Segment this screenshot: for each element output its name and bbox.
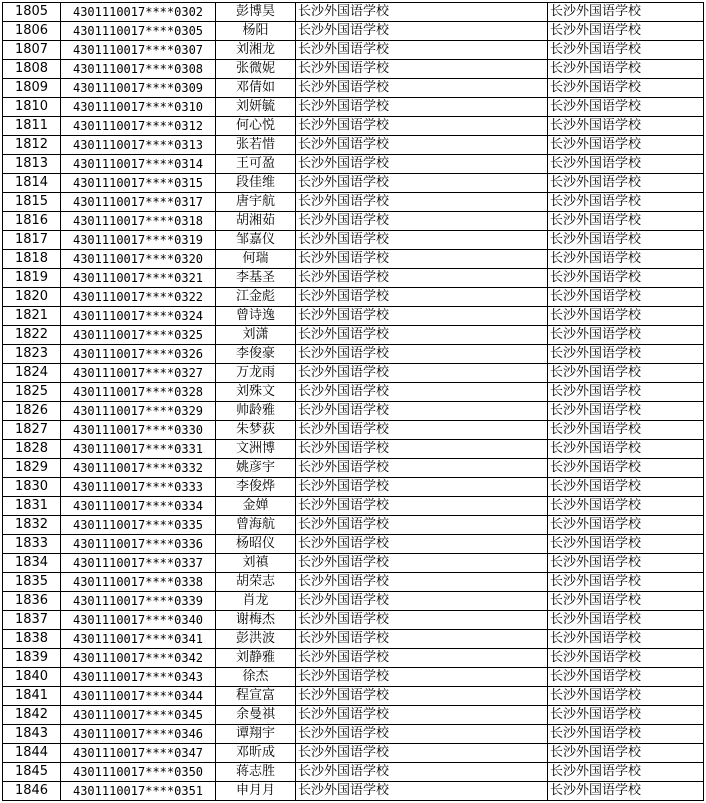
id-number-cell: 4301110017****0337 bbox=[61, 554, 216, 573]
school-cell: 长沙外国语学校 bbox=[296, 763, 548, 782]
table-row bbox=[3, 3, 704, 22]
table-row bbox=[3, 22, 704, 41]
school-cell: 长沙外国语学校 bbox=[296, 231, 548, 250]
row-number-cell: 1807 bbox=[3, 41, 61, 60]
school-cell: 长沙外国语学校 bbox=[296, 744, 548, 763]
admitted-school-cell: 长沙外国语学校 bbox=[548, 687, 704, 706]
admitted-school-cell: 长沙外国语学校 bbox=[548, 136, 704, 155]
school-cell: 长沙外国语学校 bbox=[296, 440, 548, 459]
id-number-cell: 4301110017****0305 bbox=[61, 22, 216, 41]
id-number-cell: 4301110017****0333 bbox=[61, 478, 216, 497]
school-cell: 长沙外国语学校 bbox=[296, 269, 548, 288]
school-cell: 长沙外国语学校 bbox=[296, 630, 548, 649]
table-row bbox=[3, 307, 704, 326]
student-name-cell: 蒋志胜 bbox=[216, 763, 296, 782]
table-row bbox=[3, 782, 704, 801]
student-name-cell: 李基圣 bbox=[216, 269, 296, 288]
admitted-school-cell: 长沙外国语学校 bbox=[548, 155, 704, 174]
row-number-cell: 1806 bbox=[3, 22, 61, 41]
student-name-cell: 申月月 bbox=[216, 782, 296, 801]
admitted-school-cell: 长沙外国语学校 bbox=[548, 79, 704, 98]
id-number-cell: 4301110017****0334 bbox=[61, 497, 216, 516]
admitted-school-cell: 长沙外国语学校 bbox=[548, 421, 704, 440]
id-number-cell: 4301110017****0339 bbox=[61, 592, 216, 611]
school-cell: 长沙外国语学校 bbox=[296, 41, 548, 60]
table-row bbox=[3, 288, 704, 307]
school-cell: 长沙外国语学校 bbox=[296, 155, 548, 174]
admitted-school-cell: 长沙外国语学校 bbox=[548, 212, 704, 231]
id-number-cell: 4301110017****0307 bbox=[61, 41, 216, 60]
school-cell: 长沙外国语学校 bbox=[296, 649, 548, 668]
student-name-cell: 朱梦荻 bbox=[216, 421, 296, 440]
school-cell: 长沙外国语学校 bbox=[296, 573, 548, 592]
id-number-cell: 4301110017****0302 bbox=[61, 3, 216, 22]
row-number-cell: 1810 bbox=[3, 98, 61, 117]
admitted-school-cell: 长沙外国语学校 bbox=[548, 288, 704, 307]
table-row bbox=[3, 611, 704, 630]
student-name-cell: 邹嘉仪 bbox=[216, 231, 296, 250]
admitted-school-cell: 长沙外国语学校 bbox=[548, 98, 704, 117]
id-number-cell: 4301110017****0310 bbox=[61, 98, 216, 117]
id-number-cell: 4301110017****0326 bbox=[61, 345, 216, 364]
student-name-cell: 王可盈 bbox=[216, 155, 296, 174]
admitted-school-cell: 长沙外国语学校 bbox=[548, 193, 704, 212]
school-cell: 长沙外国语学校 bbox=[296, 611, 548, 630]
id-number-cell: 4301110017****0314 bbox=[61, 155, 216, 174]
admitted-school-cell: 长沙外国语学校 bbox=[548, 60, 704, 79]
row-number-cell: 1846 bbox=[3, 782, 61, 801]
row-number-cell: 1811 bbox=[3, 117, 61, 136]
id-number-cell: 4301110017****0322 bbox=[61, 288, 216, 307]
id-number-cell: 4301110017****0338 bbox=[61, 573, 216, 592]
id-number-cell: 4301110017****0328 bbox=[61, 383, 216, 402]
table-row bbox=[3, 174, 704, 193]
row-number-cell: 1825 bbox=[3, 383, 61, 402]
table-row bbox=[3, 725, 704, 744]
id-number-cell: 4301110017****0317 bbox=[61, 193, 216, 212]
student-name-cell: 张微妮 bbox=[216, 60, 296, 79]
table-row bbox=[3, 516, 704, 535]
school-cell: 长沙外国语学校 bbox=[296, 345, 548, 364]
student-name-cell: 彭洪波 bbox=[216, 630, 296, 649]
row-number-cell: 1805 bbox=[3, 3, 61, 22]
row-number-cell: 1815 bbox=[3, 193, 61, 212]
school-cell: 长沙外国语学校 bbox=[296, 250, 548, 269]
student-name-cell: 何心悦 bbox=[216, 117, 296, 136]
admitted-school-cell: 长沙外国语学校 bbox=[548, 782, 704, 801]
student-name-cell: 肖龙 bbox=[216, 592, 296, 611]
school-cell: 长沙外国语学校 bbox=[296, 60, 548, 79]
admitted-school-cell: 长沙外国语学校 bbox=[548, 383, 704, 402]
admitted-school-cell: 长沙外国语学校 bbox=[548, 535, 704, 554]
student-name-cell: 余曼祺 bbox=[216, 706, 296, 725]
admitted-school-cell: 长沙外国语学校 bbox=[548, 250, 704, 269]
school-cell: 长沙外国语学校 bbox=[296, 79, 548, 98]
admitted-school-cell: 长沙外国语学校 bbox=[548, 326, 704, 345]
id-number-cell: 4301110017****0331 bbox=[61, 440, 216, 459]
admitted-school-cell: 长沙外国语学校 bbox=[548, 345, 704, 364]
student-name-cell: 程宣富 bbox=[216, 687, 296, 706]
student-name-cell: 姚彦宇 bbox=[216, 459, 296, 478]
student-name-cell: 彭博昊 bbox=[216, 3, 296, 22]
admitted-school-cell: 长沙外国语学校 bbox=[548, 231, 704, 250]
school-cell: 长沙外国语学校 bbox=[296, 402, 548, 421]
table-row bbox=[3, 421, 704, 440]
table-row bbox=[3, 478, 704, 497]
school-cell: 长沙外国语学校 bbox=[296, 554, 548, 573]
id-number-cell: 4301110017****0345 bbox=[61, 706, 216, 725]
student-name-cell: 江金彪 bbox=[216, 288, 296, 307]
table-row bbox=[3, 326, 704, 345]
admitted-school-cell: 长沙外国语学校 bbox=[548, 744, 704, 763]
school-cell: 长沙外国语学校 bbox=[296, 497, 548, 516]
school-cell: 长沙外国语学校 bbox=[296, 326, 548, 345]
id-number-cell: 4301110017****0344 bbox=[61, 687, 216, 706]
table-row bbox=[3, 193, 704, 212]
student-name-cell: 刘妍毓 bbox=[216, 98, 296, 117]
school-cell: 长沙外国语学校 bbox=[296, 687, 548, 706]
school-cell: 长沙外国语学校 bbox=[296, 22, 548, 41]
id-number-cell: 4301110017****0313 bbox=[61, 136, 216, 155]
table-row bbox=[3, 668, 704, 687]
student-name-cell: 万龙雨 bbox=[216, 364, 296, 383]
student-name-cell: 唐宇航 bbox=[216, 193, 296, 212]
id-number-cell: 4301110017****0351 bbox=[61, 782, 216, 801]
admitted-school-cell: 长沙外国语学校 bbox=[548, 763, 704, 782]
id-number-cell: 4301110017****0325 bbox=[61, 326, 216, 345]
student-name-cell: 刘静雅 bbox=[216, 649, 296, 668]
student-name-cell: 邓昕成 bbox=[216, 744, 296, 763]
row-number-cell: 1832 bbox=[3, 516, 61, 535]
id-number-cell: 4301110017****0319 bbox=[61, 231, 216, 250]
student-name-cell: 何瑞 bbox=[216, 250, 296, 269]
table-row bbox=[3, 60, 704, 79]
id-number-cell: 4301110017****0321 bbox=[61, 269, 216, 288]
student-name-cell: 张若惜 bbox=[216, 136, 296, 155]
row-number-cell: 1833 bbox=[3, 535, 61, 554]
student-name-cell: 徐杰 bbox=[216, 668, 296, 687]
school-cell: 长沙外国语学校 bbox=[296, 535, 548, 554]
school-cell: 长沙外国语学校 bbox=[296, 98, 548, 117]
student-table bbox=[2, 2, 704, 801]
row-number-cell: 1829 bbox=[3, 459, 61, 478]
row-number-cell: 1838 bbox=[3, 630, 61, 649]
admitted-school-cell: 长沙外国语学校 bbox=[548, 459, 704, 478]
id-number-cell: 4301110017****0330 bbox=[61, 421, 216, 440]
row-number-cell: 1818 bbox=[3, 250, 61, 269]
student-name-cell: 谢梅杰 bbox=[216, 611, 296, 630]
school-cell: 长沙外国语学校 bbox=[296, 307, 548, 326]
row-number-cell: 1836 bbox=[3, 592, 61, 611]
id-number-cell: 4301110017****0343 bbox=[61, 668, 216, 687]
school-cell: 长沙外国语学校 bbox=[296, 459, 548, 478]
row-number-cell: 1840 bbox=[3, 668, 61, 687]
student-name-cell: 段佳维 bbox=[216, 174, 296, 193]
school-cell: 长沙外国语学校 bbox=[296, 174, 548, 193]
admitted-school-cell: 长沙外国语学校 bbox=[548, 440, 704, 459]
school-cell: 长沙外国语学校 bbox=[296, 136, 548, 155]
table-row bbox=[3, 402, 704, 421]
student-name-cell: 曾诗逸 bbox=[216, 307, 296, 326]
table-row bbox=[3, 497, 704, 516]
student-name-cell: 刘潇 bbox=[216, 326, 296, 345]
id-number-cell: 4301110017****0315 bbox=[61, 174, 216, 193]
admitted-school-cell: 长沙外国语学校 bbox=[548, 592, 704, 611]
student-name-cell: 李俊烨 bbox=[216, 478, 296, 497]
table-row bbox=[3, 231, 704, 250]
student-name-cell: 杨昭仪 bbox=[216, 535, 296, 554]
admitted-school-cell: 长沙外国语学校 bbox=[548, 174, 704, 193]
row-number-cell: 1844 bbox=[3, 744, 61, 763]
admitted-school-cell: 长沙外国语学校 bbox=[548, 554, 704, 573]
table-row bbox=[3, 41, 704, 60]
id-number-cell: 4301110017****0308 bbox=[61, 60, 216, 79]
table-row bbox=[3, 155, 704, 174]
id-number-cell: 4301110017****0327 bbox=[61, 364, 216, 383]
row-number-cell: 1817 bbox=[3, 231, 61, 250]
school-cell: 长沙外国语学校 bbox=[296, 364, 548, 383]
row-number-cell: 1813 bbox=[3, 155, 61, 174]
admitted-school-cell: 长沙外国语学校 bbox=[548, 117, 704, 136]
student-name-cell: 文洲博 bbox=[216, 440, 296, 459]
table-row bbox=[3, 250, 704, 269]
table-row bbox=[3, 136, 704, 155]
school-cell: 长沙外国语学校 bbox=[296, 592, 548, 611]
id-number-cell: 4301110017****0341 bbox=[61, 630, 216, 649]
admitted-school-cell: 长沙外国语学校 bbox=[548, 41, 704, 60]
school-cell: 长沙外国语学校 bbox=[296, 383, 548, 402]
table-body bbox=[3, 3, 704, 801]
id-number-cell: 4301110017****0335 bbox=[61, 516, 216, 535]
row-number-cell: 1823 bbox=[3, 345, 61, 364]
table-row bbox=[3, 649, 704, 668]
table-row bbox=[3, 212, 704, 231]
admitted-school-cell: 长沙外国语学校 bbox=[548, 478, 704, 497]
table-row bbox=[3, 98, 704, 117]
row-number-cell: 1839 bbox=[3, 649, 61, 668]
id-number-cell: 4301110017****0347 bbox=[61, 744, 216, 763]
table-row bbox=[3, 117, 704, 136]
admitted-school-cell: 长沙外国语学校 bbox=[548, 402, 704, 421]
table-row bbox=[3, 744, 704, 763]
table-row bbox=[3, 440, 704, 459]
school-cell: 长沙外国语学校 bbox=[296, 193, 548, 212]
row-number-cell: 1835 bbox=[3, 573, 61, 592]
admitted-school-cell: 长沙外国语学校 bbox=[548, 668, 704, 687]
student-name-cell: 金婵 bbox=[216, 497, 296, 516]
id-number-cell: 4301110017****0318 bbox=[61, 212, 216, 231]
row-number-cell: 1843 bbox=[3, 725, 61, 744]
student-name-cell: 刘湘龙 bbox=[216, 41, 296, 60]
row-number-cell: 1819 bbox=[3, 269, 61, 288]
admitted-school-cell: 长沙外国语学校 bbox=[548, 611, 704, 630]
admitted-school-cell: 长沙外国语学校 bbox=[548, 497, 704, 516]
student-name-cell: 胡湘茹 bbox=[216, 212, 296, 231]
table-row bbox=[3, 269, 704, 288]
student-name-cell: 谭翔宇 bbox=[216, 725, 296, 744]
row-number-cell: 1814 bbox=[3, 174, 61, 193]
row-number-cell: 1837 bbox=[3, 611, 61, 630]
row-number-cell: 1826 bbox=[3, 402, 61, 421]
table-row bbox=[3, 763, 704, 782]
id-number-cell: 4301110017****0309 bbox=[61, 79, 216, 98]
id-number-cell: 4301110017****0342 bbox=[61, 649, 216, 668]
table-row bbox=[3, 687, 704, 706]
row-number-cell: 1845 bbox=[3, 763, 61, 782]
row-number-cell: 1822 bbox=[3, 326, 61, 345]
student-name-cell: 帅龄雅 bbox=[216, 402, 296, 421]
table-row bbox=[3, 592, 704, 611]
table-row bbox=[3, 630, 704, 649]
row-number-cell: 1820 bbox=[3, 288, 61, 307]
id-number-cell: 4301110017****0340 bbox=[61, 611, 216, 630]
student-name-cell: 邓倩如 bbox=[216, 79, 296, 98]
admitted-school-cell: 长沙外国语学校 bbox=[548, 3, 704, 22]
table-row bbox=[3, 706, 704, 725]
row-number-cell: 1812 bbox=[3, 136, 61, 155]
row-number-cell: 1841 bbox=[3, 687, 61, 706]
admitted-school-cell: 长沙外国语学校 bbox=[548, 22, 704, 41]
school-cell: 长沙外国语学校 bbox=[296, 212, 548, 231]
row-number-cell: 1821 bbox=[3, 307, 61, 326]
row-number-cell: 1809 bbox=[3, 79, 61, 98]
row-number-cell: 1830 bbox=[3, 478, 61, 497]
school-cell: 长沙外国语学校 bbox=[296, 725, 548, 744]
row-number-cell: 1816 bbox=[3, 212, 61, 231]
id-number-cell: 4301110017****0346 bbox=[61, 725, 216, 744]
table-row bbox=[3, 364, 704, 383]
id-number-cell: 4301110017****0332 bbox=[61, 459, 216, 478]
table-row bbox=[3, 573, 704, 592]
id-number-cell: 4301110017****0312 bbox=[61, 117, 216, 136]
id-number-cell: 4301110017****0320 bbox=[61, 250, 216, 269]
student-name-cell: 杨阳 bbox=[216, 22, 296, 41]
student-name-cell: 刘殊文 bbox=[216, 383, 296, 402]
row-number-cell: 1808 bbox=[3, 60, 61, 79]
school-cell: 长沙外国语学校 bbox=[296, 3, 548, 22]
id-number-cell: 4301110017****0350 bbox=[61, 763, 216, 782]
admitted-school-cell: 长沙外国语学校 bbox=[548, 516, 704, 535]
table-row bbox=[3, 79, 704, 98]
student-name-cell: 曾海航 bbox=[216, 516, 296, 535]
school-cell: 长沙外国语学校 bbox=[296, 421, 548, 440]
admitted-school-cell: 长沙外国语学校 bbox=[548, 630, 704, 649]
admitted-school-cell: 长沙外国语学校 bbox=[548, 725, 704, 744]
school-cell: 长沙外国语学校 bbox=[296, 782, 548, 801]
id-number-cell: 4301110017****0324 bbox=[61, 307, 216, 326]
school-cell: 长沙外国语学校 bbox=[296, 288, 548, 307]
row-number-cell: 1831 bbox=[3, 497, 61, 516]
table-row bbox=[3, 554, 704, 573]
row-number-cell: 1827 bbox=[3, 421, 61, 440]
student-name-cell: 胡荣志 bbox=[216, 573, 296, 592]
row-number-cell: 1824 bbox=[3, 364, 61, 383]
school-cell: 长沙外国语学校 bbox=[296, 117, 548, 136]
id-number-cell: 4301110017****0336 bbox=[61, 535, 216, 554]
admitted-school-cell: 长沙外国语学校 bbox=[548, 269, 704, 288]
table-row bbox=[3, 459, 704, 478]
school-cell: 长沙外国语学校 bbox=[296, 478, 548, 497]
student-name-cell: 刘禛 bbox=[216, 554, 296, 573]
table-row bbox=[3, 383, 704, 402]
admitted-school-cell: 长沙外国语学校 bbox=[548, 649, 704, 668]
row-number-cell: 1842 bbox=[3, 706, 61, 725]
school-cell: 长沙外国语学校 bbox=[296, 668, 548, 687]
admitted-school-cell: 长沙外国语学校 bbox=[548, 364, 704, 383]
admitted-school-cell: 长沙外国语学校 bbox=[548, 573, 704, 592]
table-row bbox=[3, 535, 704, 554]
school-cell: 长沙外国语学校 bbox=[296, 516, 548, 535]
id-number-cell: 4301110017****0329 bbox=[61, 402, 216, 421]
row-number-cell: 1828 bbox=[3, 440, 61, 459]
student-name-cell: 李俊豪 bbox=[216, 345, 296, 364]
table-row bbox=[3, 345, 704, 364]
school-cell: 长沙外国语学校 bbox=[296, 706, 548, 725]
row-number-cell: 1834 bbox=[3, 554, 61, 573]
admitted-school-cell: 长沙外国语学校 bbox=[548, 706, 704, 725]
admitted-school-cell: 长沙外国语学校 bbox=[548, 307, 704, 326]
